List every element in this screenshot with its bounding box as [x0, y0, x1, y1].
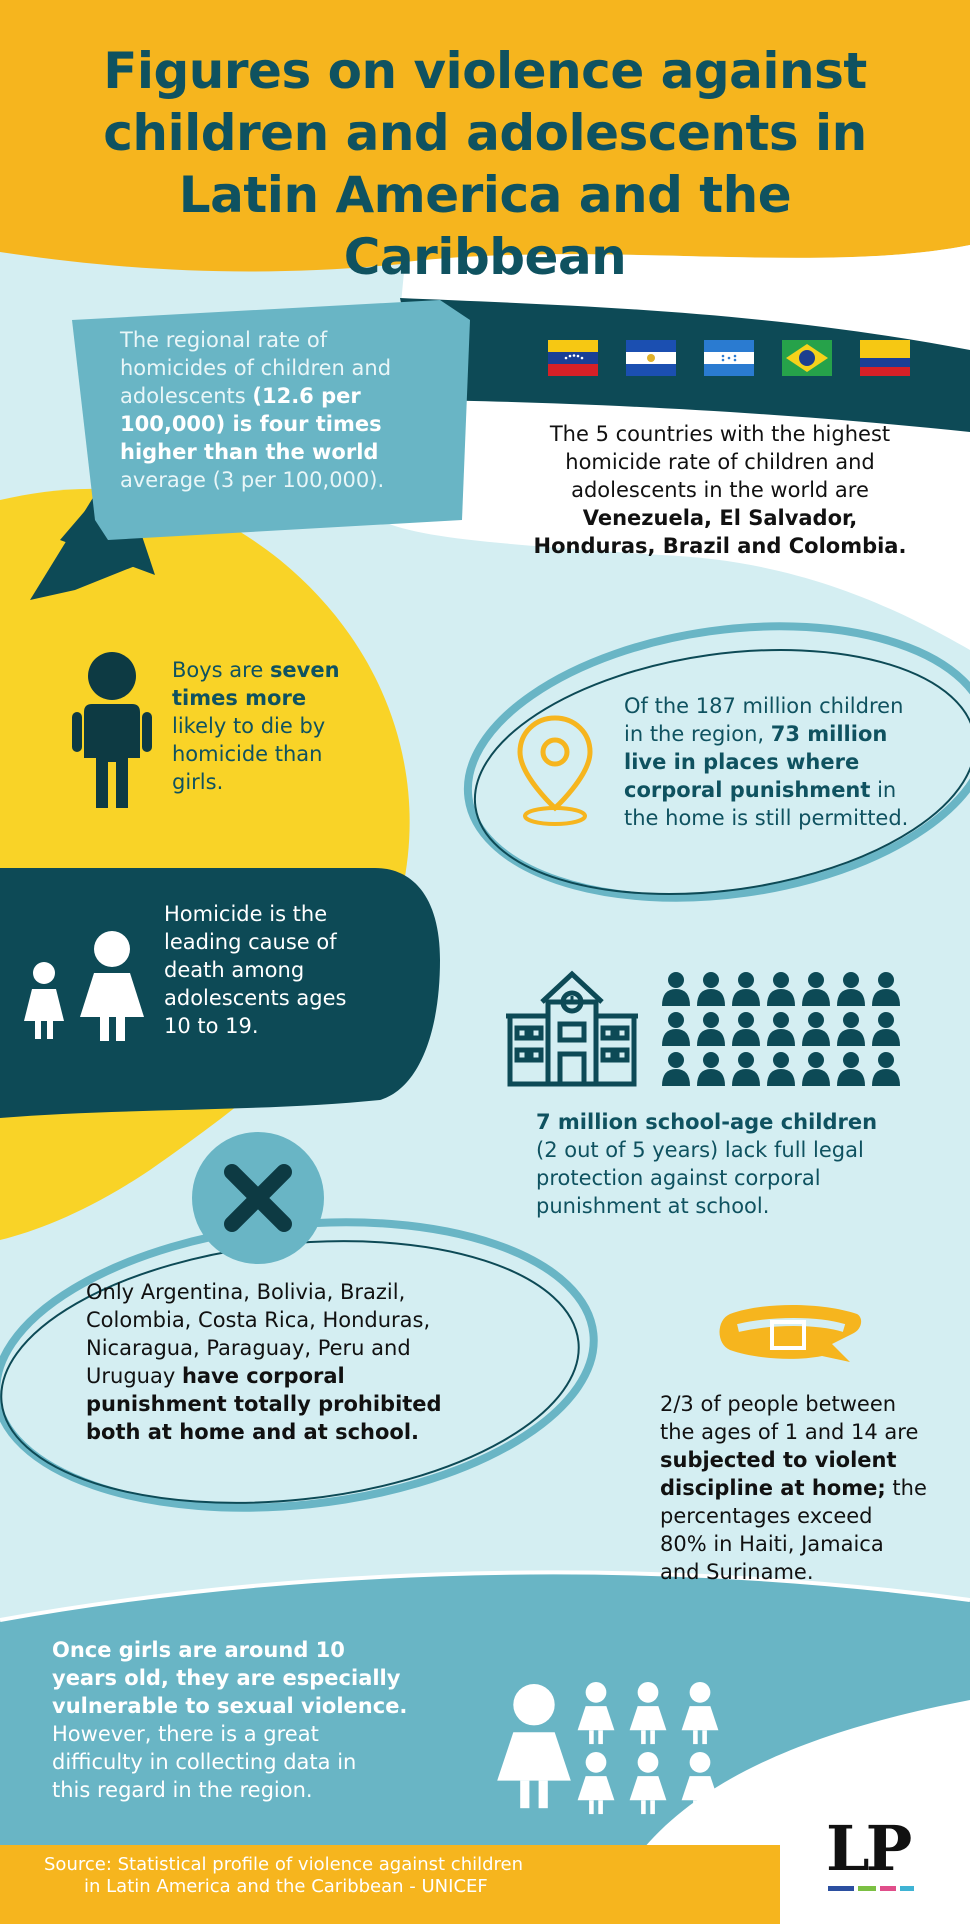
boy-icon	[70, 650, 155, 810]
large-girl-icon	[497, 1684, 571, 1808]
school-icon	[500, 966, 645, 1088]
prohibited-line-4-pre: Uruguay	[86, 1364, 182, 1388]
school-line-4: punishment at school.	[536, 1194, 770, 1218]
prohibited-line-1: Only Argentina, Bolivia, Brazil,	[86, 1280, 406, 1304]
corporal-home-line-2-bold: 73 million	[770, 722, 888, 746]
discipline-line-4	[660, 1474, 960, 1502]
person-icon	[697, 1052, 725, 1086]
colombia-flag	[860, 340, 910, 376]
boys-line-2: times more	[172, 686, 307, 710]
boys-line-3: likely to die by	[172, 714, 326, 738]
person-icon	[837, 1012, 865, 1046]
person-icon	[732, 1012, 760, 1046]
discipline-line-4-post: the	[885, 1476, 927, 1500]
person-icon	[802, 1052, 830, 1086]
discipline-line-6: 80% in Haiti, Jamaica	[660, 1532, 884, 1556]
ribbon-line-2: homicides of children and	[120, 356, 392, 380]
school-line-2: (2 out of 5 years) lack full legal	[536, 1138, 864, 1162]
people-grid-icon	[658, 970, 903, 1090]
leading-cause-line-1: Homicide is the	[164, 902, 328, 926]
person-icon	[802, 972, 830, 1006]
ribbon-line-6: average (3 per 100,000).	[120, 468, 385, 492]
ribbon-line-4: 100,000) is four times	[120, 412, 382, 436]
corporal-home-line-4-post: in	[870, 778, 897, 802]
prohibited-line-5: punishment totally prohibited	[86, 1392, 442, 1416]
person-icon	[872, 1012, 900, 1046]
prohibited-line-6: both at home and at school.	[86, 1420, 420, 1444]
corporal-home-line-2	[624, 720, 954, 748]
boys-line-1-pre: Boys are	[172, 658, 270, 682]
ribbon-line-3-pre: adolescents	[120, 384, 253, 408]
venezuela-flag	[548, 340, 598, 376]
girls-line-2: years old, they are especially	[52, 1666, 401, 1690]
source-text	[44, 1854, 764, 1898]
ribbon-line-3	[120, 382, 460, 410]
discipline-line-4-bold: discipline at home;	[660, 1476, 886, 1500]
small-girl-icon	[630, 1752, 667, 1814]
person-icon	[767, 972, 795, 1006]
flags-row	[548, 338, 913, 380]
person-icon	[767, 1052, 795, 1086]
ribbon-line-5: higher than the world	[120, 440, 379, 464]
person-icon	[767, 1012, 795, 1046]
girls-line-6: this regard in the region.	[52, 1778, 313, 1802]
source-line-2: in Latin America and the Caribbean - UNICEF	[84, 1876, 488, 1897]
girls-text	[52, 1636, 452, 1804]
top-countries-line-5: Honduras, Brazil and Colombia.	[533, 534, 907, 558]
person-icon	[662, 972, 690, 1006]
person-icon	[872, 1052, 900, 1086]
discipline-line-3: subjected to violent	[660, 1448, 897, 1472]
boys-line-1-bold: seven	[269, 658, 340, 682]
title-line-1: Figures on violence against	[103, 42, 867, 100]
person-icon	[697, 972, 725, 1006]
corporal-home-line-4	[624, 776, 954, 804]
discipline-line-5: percentages exceed	[660, 1504, 873, 1528]
person-icon	[872, 972, 900, 1006]
top-countries-line-2: homicide rate of children and	[565, 450, 875, 474]
boys-text	[172, 656, 392, 796]
discipline-line-7: and Suriname.	[660, 1560, 814, 1584]
location-pin-icon	[510, 710, 600, 830]
discipline-text	[660, 1390, 960, 1586]
person-icon	[732, 1052, 760, 1086]
boys-line-5: girls.	[172, 770, 224, 794]
logo-color-bar	[828, 1886, 916, 1894]
brazil-flag	[782, 340, 832, 376]
leading-cause-line-3: death among	[164, 958, 305, 982]
prohibited-line-4	[86, 1362, 506, 1390]
girls-line-4: However, there is a great	[52, 1722, 319, 1746]
leading-cause-line-5: 10 to 19.	[164, 1014, 259, 1038]
girls-pair-icon	[18, 925, 158, 1045]
top-countries-line-4: Venezuela, El Salvador,	[582, 506, 858, 530]
small-girl-icon	[630, 1682, 667, 1744]
leading-cause-text	[164, 900, 404, 1040]
top-countries-line-1: The 5 countries with the highest	[549, 422, 891, 446]
corporal-home-line-4-bold: corporal punishment	[624, 778, 871, 802]
top-countries-line-3: adolescents in the world are	[571, 478, 869, 502]
person-icon	[802, 1012, 830, 1046]
x-mark-icon	[190, 1130, 326, 1266]
discipline-line-2: the ages of 1 and 14 are	[660, 1420, 919, 1444]
logo	[826, 1812, 908, 1885]
leading-cause-line-2: leading cause of	[164, 930, 337, 954]
corporal-home-text	[624, 692, 954, 832]
small-girl-icon	[682, 1682, 719, 1744]
title-line-3: Latin America and the Caribbean	[178, 166, 792, 286]
belt-icon	[712, 1300, 872, 1372]
school-text	[536, 1108, 926, 1220]
prohibited-line-3: Nicaragua, Paraguay, Peru and	[86, 1336, 411, 1360]
girls-line-5: difficulty in collecting data in	[52, 1750, 357, 1774]
ribbon-line-3-bold: (12.6 per	[252, 384, 361, 408]
corporal-home-line-1: Of the 187 million children	[624, 694, 904, 718]
girls-line-3: vulnerable to sexual violence.	[52, 1694, 408, 1718]
honduras-flag	[704, 340, 754, 376]
source-line-1: Source: Statistical profile of violence against children	[44, 1854, 524, 1875]
boys-line-4: homicide than	[172, 742, 323, 766]
leading-cause-line-4: adolescents ages	[164, 986, 347, 1010]
corporal-home-line-2-pre: in the region,	[624, 722, 771, 746]
title-line-2: children and adolescents in	[103, 104, 867, 162]
prohibited-text	[86, 1278, 506, 1446]
prohibited-line-4-bold: have corporal	[181, 1364, 345, 1388]
ribbon-line-1: The regional rate of	[120, 328, 328, 352]
person-icon	[837, 1052, 865, 1086]
top-countries-text	[510, 420, 930, 560]
girls-group-icon	[496, 1680, 726, 1820]
corporal-home-line-5: the home is still permitted.	[624, 806, 909, 830]
person-icon	[837, 972, 865, 1006]
person-icon	[697, 1012, 725, 1046]
small-girl-icon	[578, 1682, 615, 1744]
regional-rate-text	[120, 326, 460, 494]
small-girl-icon	[578, 1752, 615, 1814]
small-girl-icon	[682, 1752, 719, 1814]
el-salvador-flag	[626, 340, 676, 376]
girls-line-1: Once girls are around 10	[52, 1638, 345, 1662]
page-title	[30, 40, 940, 288]
corporal-home-line-3: live in places where	[624, 750, 860, 774]
boys-line-1	[172, 656, 392, 684]
prohibited-line-2: Colombia, Costa Rica, Honduras,	[86, 1308, 431, 1332]
person-icon	[732, 972, 760, 1006]
school-line-1: 7 million school-age children	[536, 1110, 878, 1134]
discipline-line-1: 2/3 of people between	[660, 1392, 897, 1416]
person-icon	[662, 1012, 690, 1046]
logo-text: LP	[826, 1812, 909, 1885]
person-icon	[662, 1052, 690, 1086]
school-line-3: protection against corporal	[536, 1166, 821, 1190]
